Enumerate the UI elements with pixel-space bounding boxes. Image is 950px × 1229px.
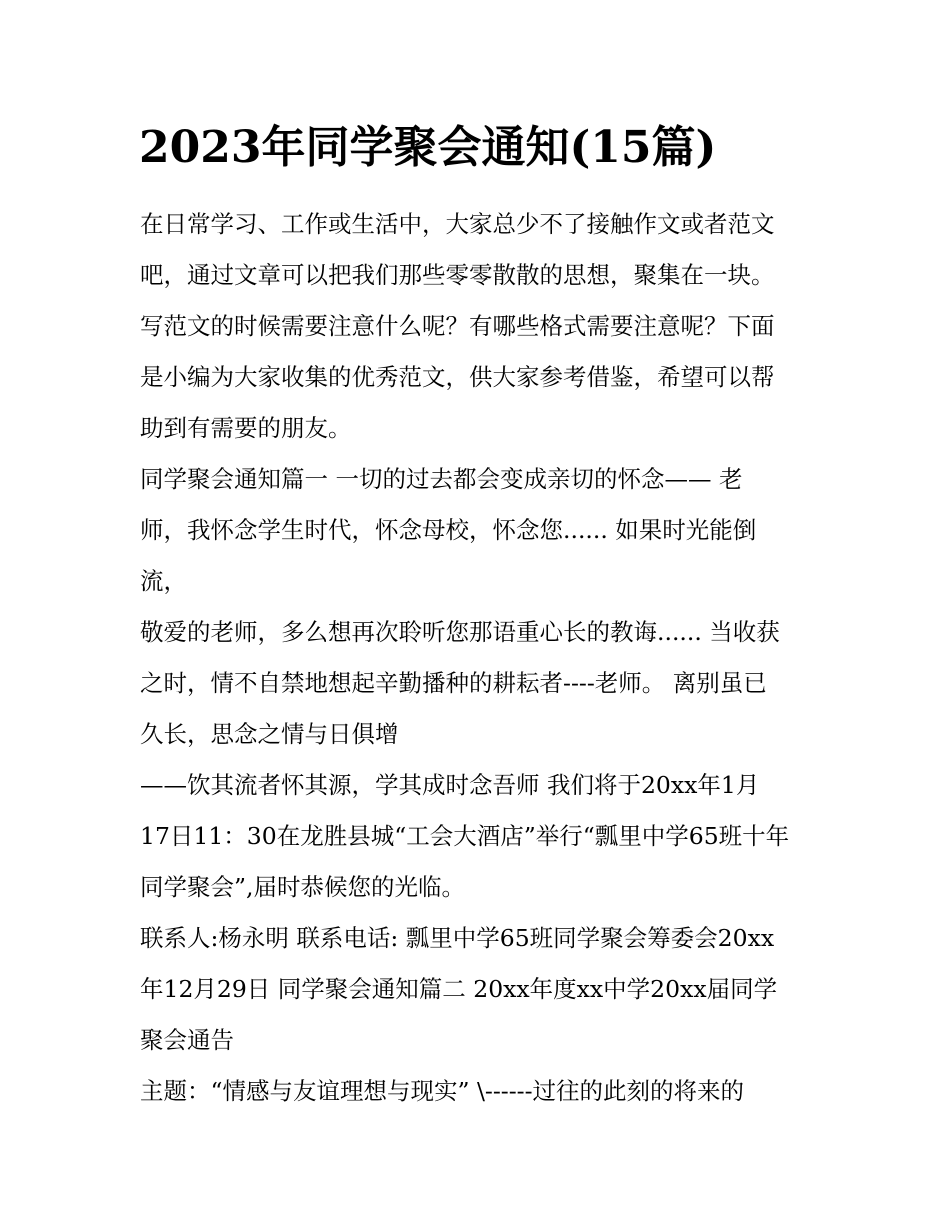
text-line: 主题：“情感与友谊理想与现实” \------过往的此刻的将来的: [140, 1077, 745, 1105]
text-line: 联系人:杨永明 联系电话: 瓢里中学65班同学聚会筹委会20xx: [140, 924, 775, 952]
text-line: 写范文的时候需要注意什么呢？有哪些格式需要注意呢？下面: [140, 312, 775, 340]
text-line: 聚会通告: [140, 1026, 234, 1054]
text-line: 同学聚会通知篇一 一切的过去都会变成亲切的怀念—— 老: [140, 465, 743, 493]
text-line: 之时，情不自禁地想起辛勤播种的耕耘者----老师。 离别虽已: [140, 669, 767, 697]
text-line: 久长，思念之情与日俱增: [140, 720, 399, 748]
text-line: 助到有需要的朋友。: [140, 414, 352, 442]
text-line: 17日11：30在龙胜县城“工会大酒店”举行“瓢里中学65班十年: [140, 822, 790, 850]
text-line: 吧，通过文章可以把我们那些零零散散的思想，聚集在一块。: [140, 261, 775, 289]
text-line: 流，: [140, 567, 187, 595]
text-line: 师，我怀念学生时代，怀念母校，怀念您...... 如果时光能倒: [140, 516, 757, 544]
text-line: 是小编为大家收集的优秀范文，供大家参考借鉴，希望可以帮: [140, 363, 775, 391]
text-line: ——饮其流者怀其源，学其成时念吾师 我们将于20xx年1月: [140, 771, 760, 799]
text-line: 年12月29日 同学聚会通知篇二 20xx年度xx中学20xx届同学: [140, 975, 778, 1003]
text-line: 在日常学习、工作或生活中，大家总少不了接触作文或者范文: [140, 210, 775, 238]
document-body: [140, 199, 820, 1117]
text-line: 同学聚会”,届时恭候您的光临。: [140, 873, 465, 901]
text-line: 敬爱的老师，多么想再次聆听您那语重心长的教诲...... 当收获: [140, 618, 780, 646]
document-title: 2023年同学聚会通知(15篇): [139, 122, 717, 173]
